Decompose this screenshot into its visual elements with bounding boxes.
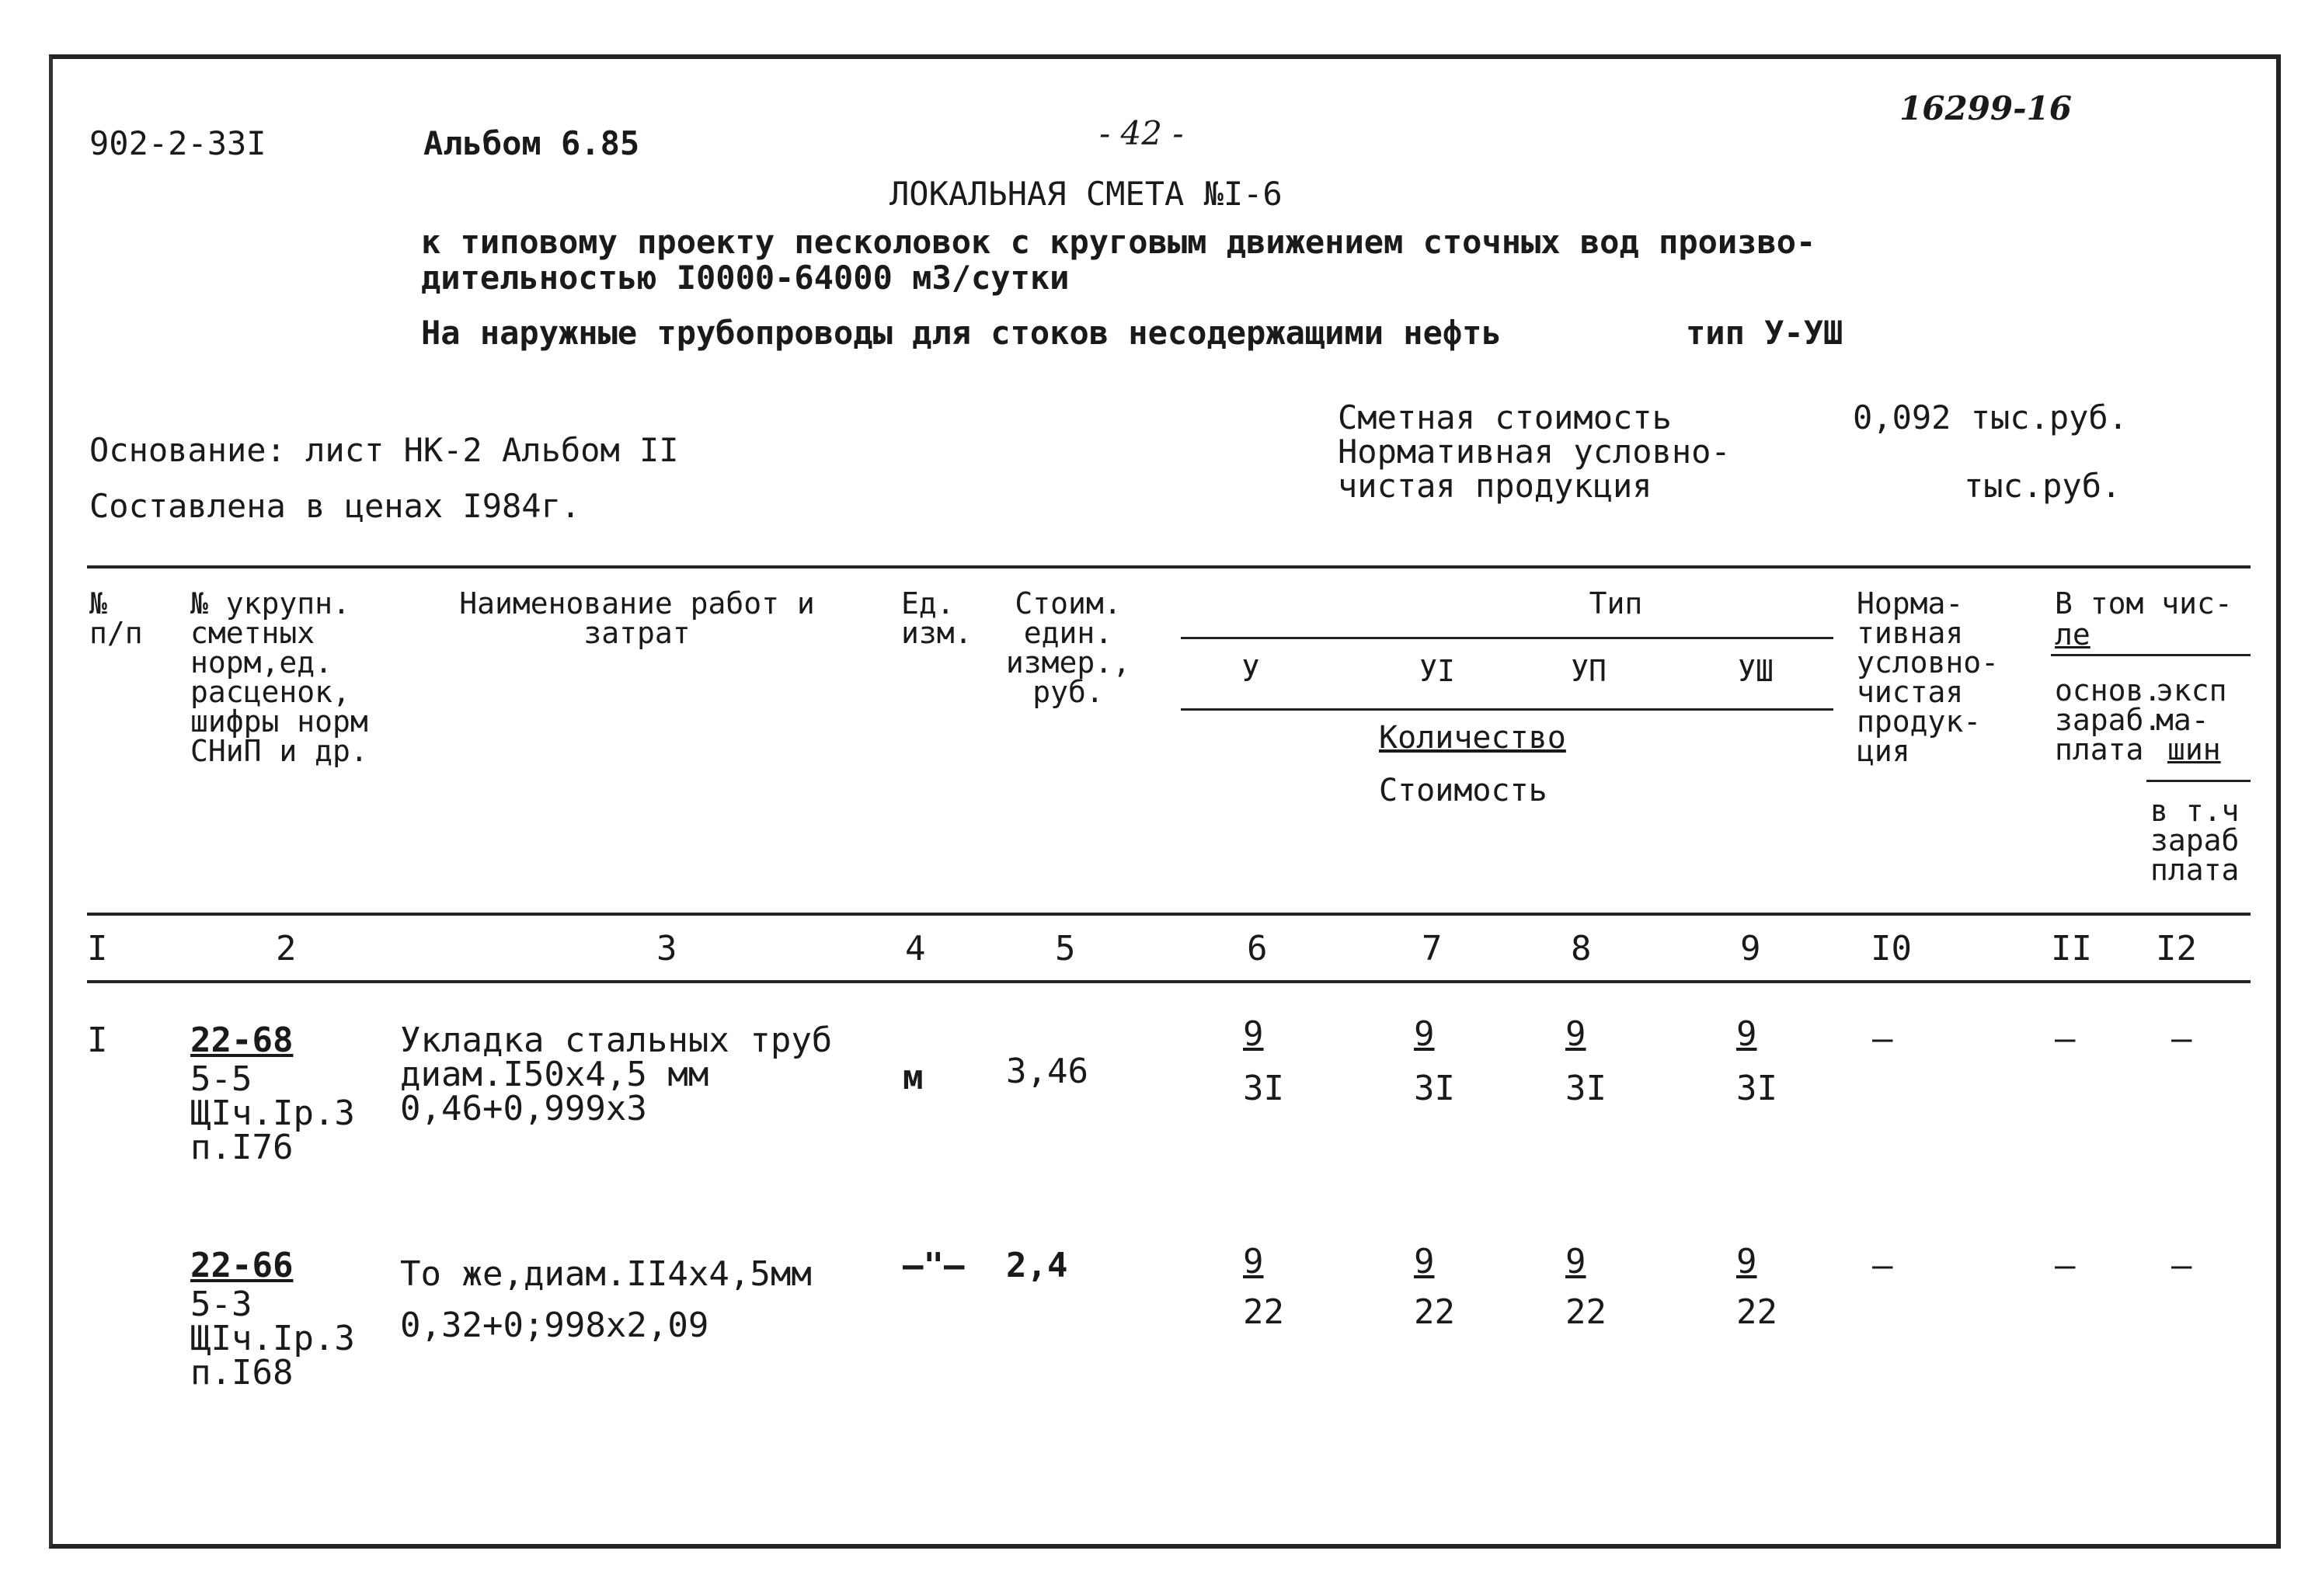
row-1-qty-u3: 9 <box>1736 1014 1757 1054</box>
col-number: I0 <box>1871 929 1912 968</box>
header-col-11: основ. зараб. плата <box>2055 673 2162 767</box>
page-frame <box>49 54 2281 1549</box>
header-incl-line-1: В том чис- <box>2055 586 2233 621</box>
col-12-rule <box>2146 780 2251 782</box>
doc-code: 902-2-33I <box>89 124 266 162</box>
prices-line: Составлена в ценах I984г. <box>89 487 581 525</box>
row-2-qty-u2: 9 <box>1565 1242 1586 1281</box>
row-2-qty-u: 9 <box>1243 1242 1264 1281</box>
row-2-cost-u: 22 <box>1243 1292 1284 1332</box>
row-2-cost-u3: 22 <box>1736 1292 1777 1332</box>
product-label-line-2: чистая продукция <box>1338 467 1652 505</box>
col-number: II <box>2051 929 2092 968</box>
header-col-1: № п/п <box>89 586 143 650</box>
row-2-qty-u3: 9 <box>1736 1242 1757 1281</box>
document-title: ЛОКАЛЬНАЯ СМЕТА №I-6 <box>889 175 1283 213</box>
row-2-cost-u2: 22 <box>1565 1292 1607 1332</box>
row-2-code-main: 22-66 <box>190 1246 294 1285</box>
col-number: I <box>87 929 108 968</box>
row-2-code-rest: 5-3 ЩIч.Iр.3 п.I68 <box>190 1285 355 1393</box>
header-bottom-rule <box>87 913 2251 916</box>
header-col-12-under: шин <box>2167 732 2221 767</box>
col-number: 6 <box>1247 929 1268 968</box>
row-2-name: То же,диам.II4х4,5мм 0,32+0;998х2,09 <box>400 1254 812 1345</box>
header-incl-line-2: ле <box>2055 617 2090 652</box>
product-unit: тыс.руб. <box>1964 467 2122 505</box>
col-number: 7 <box>1422 929 1443 968</box>
header-col-2: № укрупн. сметных норм,ед. расценок, шифры норм СНиП и др. <box>190 586 368 768</box>
header-type-u1: УI <box>1419 654 1455 688</box>
header-col-4: Ед. изм. <box>901 586 973 650</box>
col-number: I2 <box>2156 929 2197 968</box>
subject-line: На наружные трубопроводы для стоков несодержащими нефть <box>421 314 1502 352</box>
header-col-12-top: эксп ма- <box>2156 673 2227 737</box>
album-label: Альбом 6.85 <box>423 124 640 162</box>
col-number: 3 <box>656 929 677 968</box>
type-sub-rule <box>1181 708 1833 711</box>
row-1-name: Укладка стальных труб диам.I50х4,5 мм 0,46+0,999х3 <box>400 1021 833 1128</box>
cost-label: Сметная стоимость <box>1338 398 1672 436</box>
inventory-number: 16299-16 <box>1899 89 2072 127</box>
header-col-12-sub: в т.ч зараб плата <box>2150 794 2240 887</box>
product-label-line-1: Нормативная условно- <box>1338 433 1731 471</box>
subtitle-line-2: дительностью I0000-64000 м3/сутки <box>421 259 1070 297</box>
row-2-col-11: – <box>2055 1246 2076 1285</box>
row-1-code-rest: 5-5 ЩIч.Iр.3 п.I76 <box>190 1059 355 1167</box>
row-1-unit-cost: 3,46 <box>1006 1052 1088 1091</box>
header-type-u2: УП <box>1571 654 1607 688</box>
row-1-col-12: – <box>2171 1019 2192 1059</box>
row-2-unit-cost: 2,4 <box>1006 1246 1068 1285</box>
row-2-col-12: – <box>2171 1246 2192 1285</box>
col-number: 2 <box>276 929 297 968</box>
col-number: 9 <box>1740 929 1761 968</box>
basis-line: Основание: лист НК-2 Альбом II <box>89 431 679 469</box>
row-1-code-main: 22-68 <box>190 1021 294 1060</box>
row-1-qty-u: 9 <box>1243 1014 1264 1054</box>
subtitle-line-1: к типовому проекту песколовок с круговым движением сточных вод произво- <box>421 223 1816 261</box>
page-number: - 42 - <box>1099 114 1184 152</box>
header-col-10: Норма- тивная условно- чистая продук- ция <box>1857 586 2000 768</box>
row-1-qty-u1: 9 <box>1414 1014 1435 1054</box>
row-1-number: I <box>87 1021 108 1060</box>
header-col-3: Наименование работ и затрат <box>459 586 815 650</box>
row-2-cost-u1: 22 <box>1414 1292 1455 1332</box>
row-1-unit: м <box>903 1058 924 1097</box>
cost-value: 0,092 тыс.руб. <box>1853 398 2129 436</box>
type-group-rule <box>1181 637 1833 639</box>
row-2-col-10: – <box>1872 1246 1893 1285</box>
numbers-bottom-rule <box>87 980 2251 983</box>
incl-rule <box>2051 654 2251 656</box>
row-2-qty-u1: 9 <box>1414 1242 1435 1281</box>
col-number: 8 <box>1571 929 1592 968</box>
row-1-cost-u3: 3I <box>1736 1069 1777 1108</box>
type-label: тип У-УШ <box>1686 314 1843 352</box>
row-2-unit: –"– <box>903 1246 965 1285</box>
row-1-qty-u2: 9 <box>1565 1014 1586 1054</box>
header-col-5: Стоим. един. измер., руб. <box>1005 586 1131 709</box>
col-number: 4 <box>905 929 926 968</box>
header-type-group: Тип <box>1589 586 1643 621</box>
row-1-col-11: – <box>2055 1019 2076 1059</box>
row-1-cost-u2: 3I <box>1565 1069 1607 1108</box>
header-cost: Стоимость <box>1379 773 1547 808</box>
table-top-rule <box>87 565 2251 569</box>
row-1-col-10: – <box>1872 1019 1893 1059</box>
header-type-u3: УШ <box>1738 654 1774 688</box>
row-1-cost-u: 3I <box>1243 1069 1284 1108</box>
header-type-u: У <box>1241 654 1260 688</box>
header-quantity: Количество <box>1379 720 1566 756</box>
row-1-cost-u1: 3I <box>1414 1069 1455 1108</box>
col-number: 5 <box>1055 929 1076 968</box>
